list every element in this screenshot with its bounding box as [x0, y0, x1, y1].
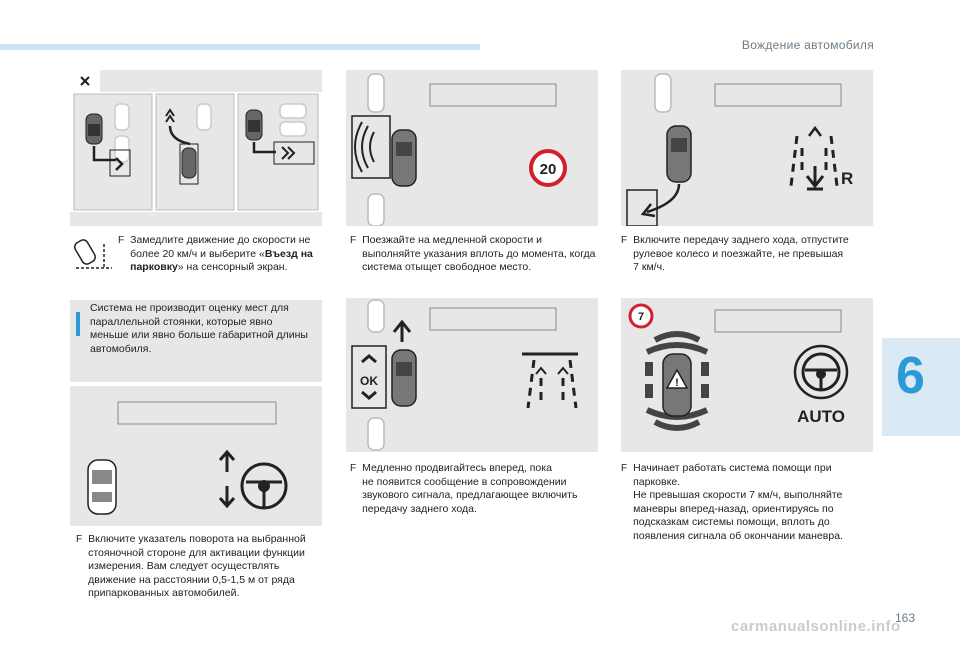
step2-line1: Включите указатель поворота на выбранной: [88, 533, 306, 545]
bullet: F: [621, 235, 628, 246]
car-park-icon: [74, 238, 114, 272]
step3-line3: система отыщет свободное место.: [362, 261, 532, 273]
steering-wheel-icon: [242, 464, 286, 508]
step6-line2: парковке.: [633, 475, 681, 488]
reverse-gear-illustration: [621, 70, 873, 226]
note-line4: автомобиля.: [90, 342, 152, 355]
step4-line4: передачу заднего хода.: [362, 502, 477, 515]
step4-line3: звукового сигнала, предлагающее включить: [362, 489, 578, 501]
step1-text: [118, 234, 328, 275]
sensor-waves-icon: [352, 116, 390, 178]
step5-line3: 7 км/ч.: [633, 261, 665, 273]
step2-line2: стояночной стороне для активации функции: [88, 546, 305, 559]
bullet: F: [76, 534, 83, 545]
note-line1: Система не производит оценку мест для: [90, 302, 289, 314]
bullet: F: [350, 463, 357, 474]
step3-text: [350, 234, 602, 275]
bullet: F: [621, 463, 628, 474]
ok-label: OK: [360, 374, 378, 388]
note-text: [90, 302, 320, 356]
speed-limit-sign: [531, 151, 565, 185]
car-icon: [88, 460, 116, 514]
step3-line2: выполняйте указания вплоть до момента, когда: [362, 247, 596, 260]
step1-line3b: » на сенсорный экран.: [177, 261, 288, 273]
step6-line3: Не превышая скорости 7 км/ч, выполняйте: [633, 489, 843, 501]
bullet: F: [118, 235, 125, 246]
step1-line1: Замедлите движение до скорости не: [130, 234, 311, 246]
arrow-up-icon: [220, 452, 234, 472]
section-title: Вождение автомобиля: [741, 38, 874, 52]
step1-line2b: Въезд на: [264, 247, 313, 260]
step1-line2a: более 20 км/ч и выберите «: [130, 247, 265, 260]
screen-illustration: [70, 70, 322, 226]
car-icon: [392, 130, 416, 186]
forward-drive-illustration: [346, 298, 598, 452]
step6-text: [621, 462, 873, 543]
reverse-guidance-icon: [791, 128, 853, 189]
step5-line2: рулевое колесо и поезжайте, не превышая: [633, 247, 844, 260]
car-icon: [667, 126, 691, 182]
step5-text: [621, 234, 873, 275]
ok-prompt-icon: [352, 346, 386, 408]
arrow-down-icon: [220, 486, 234, 506]
step2-line5: припаркованных автомобилей.: [88, 587, 240, 599]
car-icon: [392, 350, 416, 406]
turn-signal-illustration: [70, 386, 322, 526]
step6-line4: маневры вперед-назад, ориентируясь по: [633, 502, 834, 515]
svg-text:!: !: [675, 377, 679, 389]
speed-badge-value: 7: [637, 311, 645, 323]
step6-line6: появления сигнала об окончании маневра.: [633, 529, 843, 542]
info-icon-bar: [76, 312, 80, 336]
slow-drive-illustration: [346, 70, 598, 226]
step5-line1: Включите передачу заднего хода, отпустите: [633, 234, 849, 246]
top-accent-bar: [0, 44, 480, 50]
step4-line1: Медленно продвигайтесь вперед, пока: [362, 462, 552, 474]
step6-line1: Начинает работать система помощи при: [633, 462, 832, 474]
footer-watermark: carmanualsonline.info: [731, 618, 901, 635]
chapter-number: 6: [896, 347, 925, 405]
guidance-lines-icon: [522, 354, 578, 408]
auto-label: AUTO: [797, 407, 845, 426]
bullet: F: [350, 235, 357, 246]
note-line2: параллельной стоянки, которые явно: [90, 315, 273, 328]
step4-line2: не появится сообщение в сопровождении: [362, 475, 567, 488]
step4-text: [350, 462, 602, 516]
speed-badge: [630, 305, 652, 327]
note-line3: меньше или явно больше габаритной длины: [90, 329, 308, 341]
page-number: 163: [895, 611, 916, 625]
proximity-sensors-icon: [645, 334, 709, 428]
step2-line4: движение на расстоянии 0,5-1,5 м от ряда: [88, 573, 295, 586]
speed-sign-value: 20: [539, 161, 557, 178]
auto-steering-icon: [795, 346, 847, 426]
step2-line3: измерения. Вам следует осуществлять: [88, 560, 280, 572]
reverse-label: R: [841, 169, 854, 188]
park-assist-illustration: [621, 298, 873, 452]
step1-line3a: парковку: [130, 261, 178, 273]
arrow-forward-icon: [394, 322, 410, 342]
step6-line5: подсказкам системы помощи, вплоть до: [633, 516, 830, 528]
step2-text: [76, 533, 328, 601]
step3-line1: Поезжайте на медленной скорости и: [362, 234, 542, 246]
